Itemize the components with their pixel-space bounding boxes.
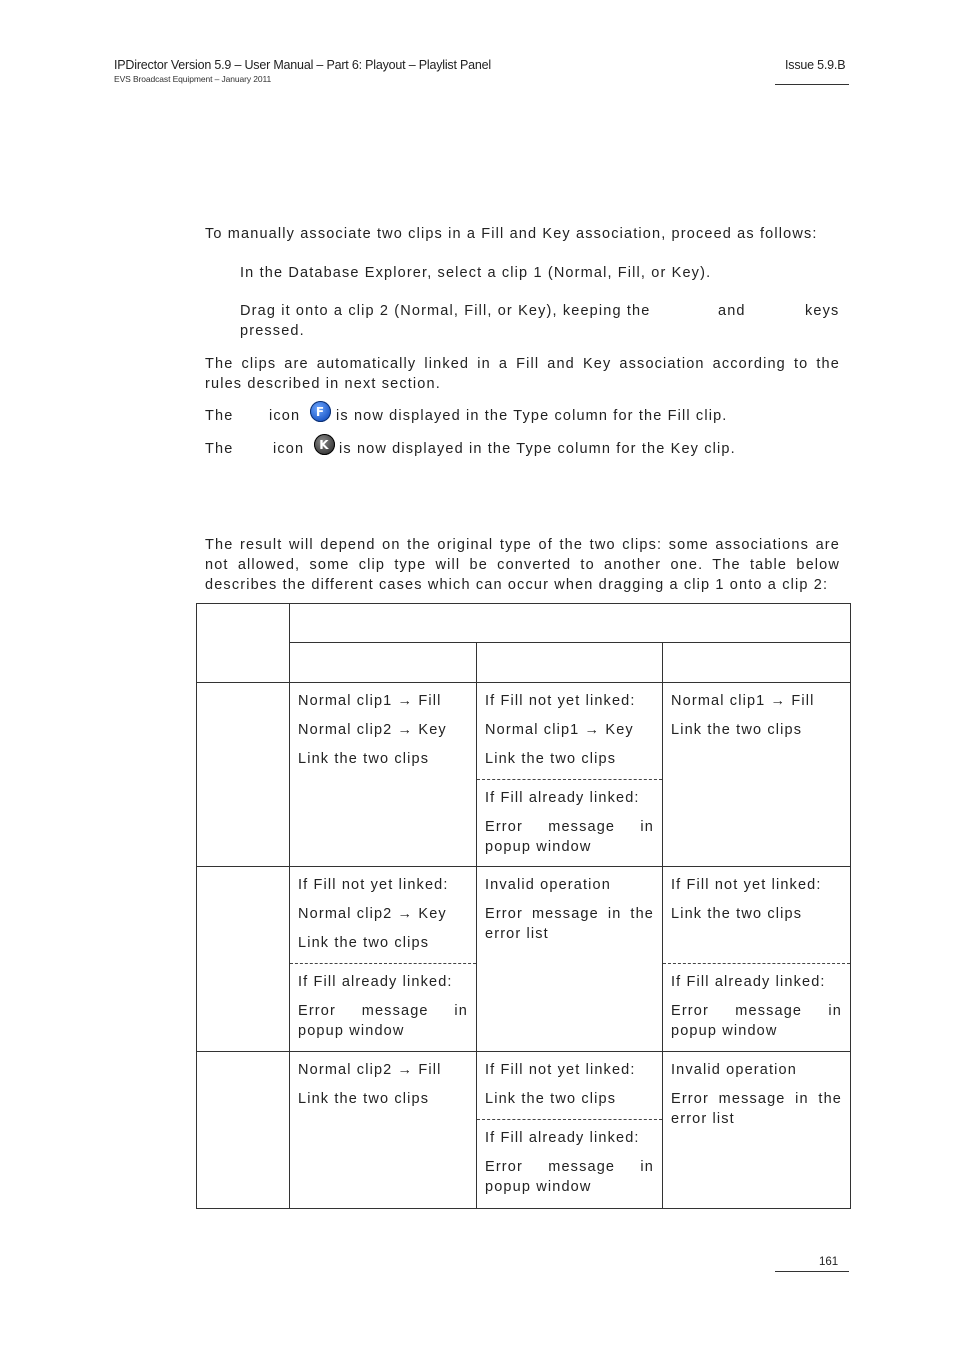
- step-2-keys: keys: [805, 303, 840, 319]
- cell-line: If Fill already linked:: [485, 790, 640, 806]
- cell-line: Invalid operation: [671, 1062, 797, 1078]
- subheader-cell: [477, 643, 663, 683]
- cell-line: Link the two clips: [671, 906, 803, 922]
- header-subtitle: EVS Broadcast Equipment – January 2011: [114, 74, 272, 84]
- cell-line: If Fill not yet linked:: [671, 877, 822, 893]
- table-subheader-row: [197, 643, 851, 683]
- row-label-cell: [197, 683, 290, 867]
- cell-line: If Fill not yet linked:: [298, 877, 449, 893]
- cell-line: Error message in the error list: [485, 906, 654, 942]
- cell-line: Link the two clips: [671, 722, 803, 738]
- step-1: In the Database Explorer, select a clip 1 (Normal, Fill, or Key).: [240, 265, 712, 281]
- cell-line: If Fill already linked:: [485, 1130, 640, 1146]
- association-table: [196, 603, 851, 1209]
- table-cell: [477, 683, 663, 867]
- cell-line: Error message in popup window: [671, 1003, 843, 1039]
- result-paragraph: The result will depend on the original type of the two clips: some associations are not allowed, some clip type will be converted to another one. The table below describes the different cases which can occur when dragging a clip 1 onto a clip 2:: [205, 537, 840, 593]
- key-type-icon: K: [314, 434, 335, 455]
- header-rule: [775, 84, 849, 85]
- table-cell: [477, 1052, 663, 1209]
- cell-line: Link the two clips: [485, 1091, 617, 1107]
- step-2-pressed: pressed.: [240, 323, 305, 339]
- cell-line: Error message in popup window: [298, 1003, 468, 1039]
- table-cell: [477, 867, 663, 1052]
- table-cell: [290, 683, 477, 867]
- cell-line: Link the two clips: [298, 1091, 430, 1107]
- step-2-and: and: [718, 303, 746, 319]
- step-2-text: Drag it onto a clip 2 (Normal, Fill, or Key), keeping the: [240, 303, 651, 319]
- row-label-cell: [197, 867, 290, 1052]
- cell-line: Normal clip1 → Fill: [298, 693, 442, 709]
- cell-line: Link the two clips: [485, 751, 617, 767]
- fill-type-icon: F: [310, 401, 331, 422]
- table-cell: [663, 867, 851, 1052]
- fill-line-the: The: [205, 408, 234, 424]
- cell-line: If Fill already linked:: [671, 974, 826, 990]
- cell-line: Normal clip1 → Fill: [671, 693, 815, 709]
- fill-line-icon-word: icon: [269, 408, 301, 424]
- table-cell: [663, 683, 851, 867]
- cell-line: Error message in popup window: [485, 819, 654, 855]
- header-title: IPDirector Version 5.9 – User Manual – Part 6: Playout – Playlist Panel: [114, 58, 491, 72]
- cell-line: Link the two clips: [298, 751, 430, 767]
- key-line-the: The: [205, 441, 234, 457]
- cell-line: Error message in the error list: [671, 1091, 843, 1127]
- cell-line: Normal clip2 → Key: [298, 722, 447, 738]
- fill-icon-line: [205, 406, 845, 426]
- table-header-row: [197, 604, 851, 643]
- step-2: [240, 301, 840, 321]
- cell-line: If Fill not yet linked:: [485, 693, 636, 709]
- page-number: 161: [819, 1256, 839, 1268]
- table-cell: [290, 1052, 477, 1209]
- intro-paragraph: To manually associate two clips in a Fill and Key association, proceed as follows:: [205, 226, 818, 242]
- key-line-icon-word: icon: [273, 441, 305, 457]
- cell-line: If Fill already linked:: [298, 974, 453, 990]
- table-row: [197, 867, 851, 1052]
- fill-line-text: is now displayed in the Type column for the Fill clip.: [336, 408, 728, 424]
- table-row: [197, 1052, 851, 1209]
- corner-cell: [197, 604, 290, 683]
- table-cell: [663, 1052, 851, 1209]
- subheader-cell: [663, 643, 851, 683]
- header-issue: Issue 5.9.B: [785, 58, 846, 72]
- auto-link-paragraph: The clips are automatically linked in a Fill and Key association according to the rules described in next section.: [205, 356, 840, 392]
- footer-rule: [775, 1271, 849, 1272]
- key-line-text: is now displayed in the Type column for the Key clip.: [339, 441, 736, 457]
- table-row: [197, 683, 851, 867]
- cell-line: Error message in popup window: [485, 1159, 654, 1195]
- row-label-cell: [197, 1052, 290, 1209]
- table-cell: [290, 867, 477, 1052]
- key-icon-line: [205, 439, 845, 459]
- cell-line: Normal clip2 → Fill: [298, 1062, 442, 1078]
- cell-line: Link the two clips: [298, 935, 430, 951]
- cell-line: Normal clip2 → Key: [298, 906, 447, 922]
- cell-line: Invalid operation: [485, 877, 611, 893]
- subheader-cell: [290, 643, 477, 683]
- clip2-header-cell: [290, 604, 851, 643]
- cell-line: If Fill not yet linked:: [485, 1062, 636, 1078]
- cell-line: Normal clip1 → Key: [485, 722, 634, 738]
